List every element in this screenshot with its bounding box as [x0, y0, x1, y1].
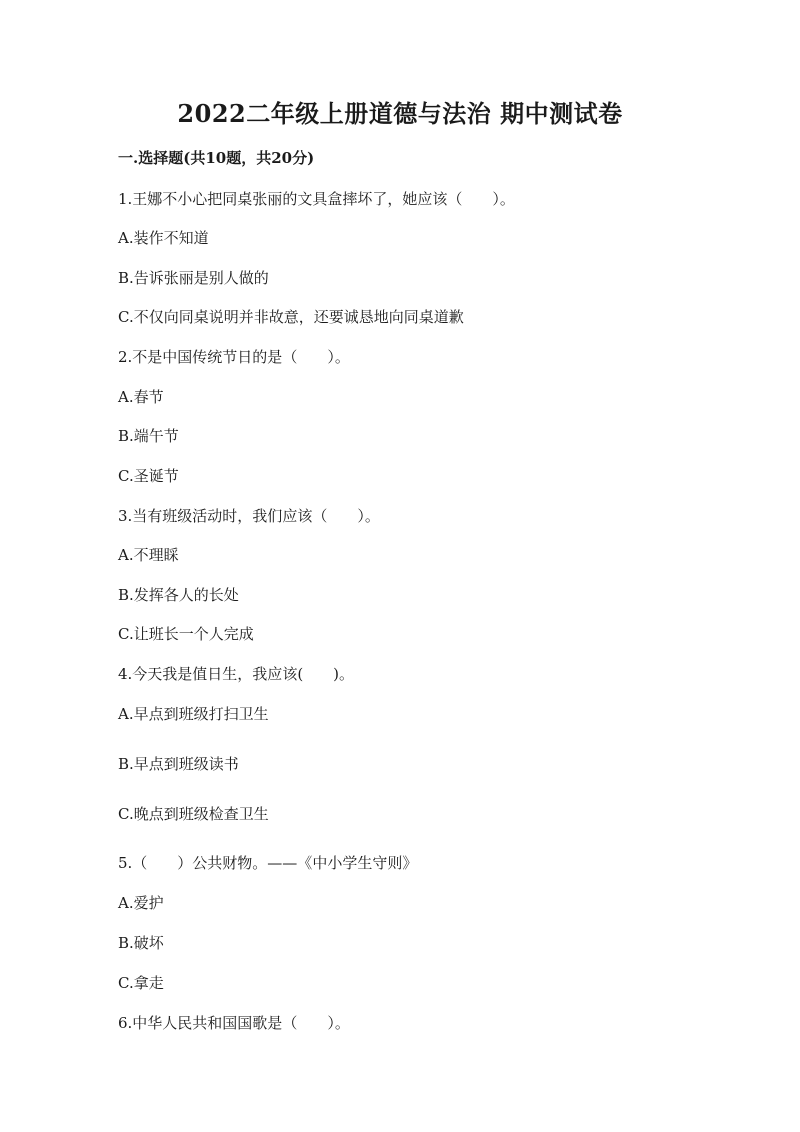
- section-header: 一.选择题(共10题，共20分): [118, 149, 315, 167]
- question-1-option-b: B.告诉张丽是别人做的: [118, 269, 269, 287]
- question-6-stem: 6.中华人民共和国国歌是（ ）。: [118, 1014, 350, 1032]
- question-5-option-b: B.破坏: [118, 934, 164, 952]
- question-3-option-c: C.让班长一个人完成: [118, 625, 254, 643]
- question-4-option-a: A.早点到班级打扫卫生: [118, 705, 269, 723]
- question-5-stem: 5.（ ）公共财物。——《中小学生守则》: [118, 854, 418, 872]
- question-3-option-b: B.发挥各人的长处: [118, 586, 239, 604]
- question-5-option-a: A.爱护: [118, 894, 164, 912]
- question-3-stem: 3.当有班级活动时，我们应该（ ）。: [118, 507, 380, 525]
- question-4-option-b: B.早点到班级读书: [118, 755, 239, 773]
- question-2-option-a: A.春节: [118, 388, 164, 406]
- question-2-option-c: C.圣诞节: [118, 467, 179, 485]
- question-3-option-a: A.不理睬: [118, 546, 179, 564]
- question-1-option-c: C.不仅向同桌说明并非故意，还要诚恳地向同桌道歉: [118, 308, 464, 326]
- question-1-option-a: A.装作不知道: [118, 229, 209, 247]
- question-2-stem: 2.不是中国传统节日的是（ ）。: [118, 348, 350, 366]
- question-4-option-c: C.晚点到班级检查卫生: [118, 805, 269, 823]
- question-1-stem: 1.王娜不小心把同桌张丽的文具盒摔坏了，她应该（ ）。: [118, 190, 515, 208]
- question-2-option-b: B.端午节: [118, 427, 179, 445]
- question-4-stem: 4.今天我是值日生，我应该( )。: [118, 665, 355, 683]
- page-title: 2022二年级上册道德与法治 期中测试卷: [177, 99, 623, 128]
- question-5-option-c: C.拿走: [118, 974, 164, 992]
